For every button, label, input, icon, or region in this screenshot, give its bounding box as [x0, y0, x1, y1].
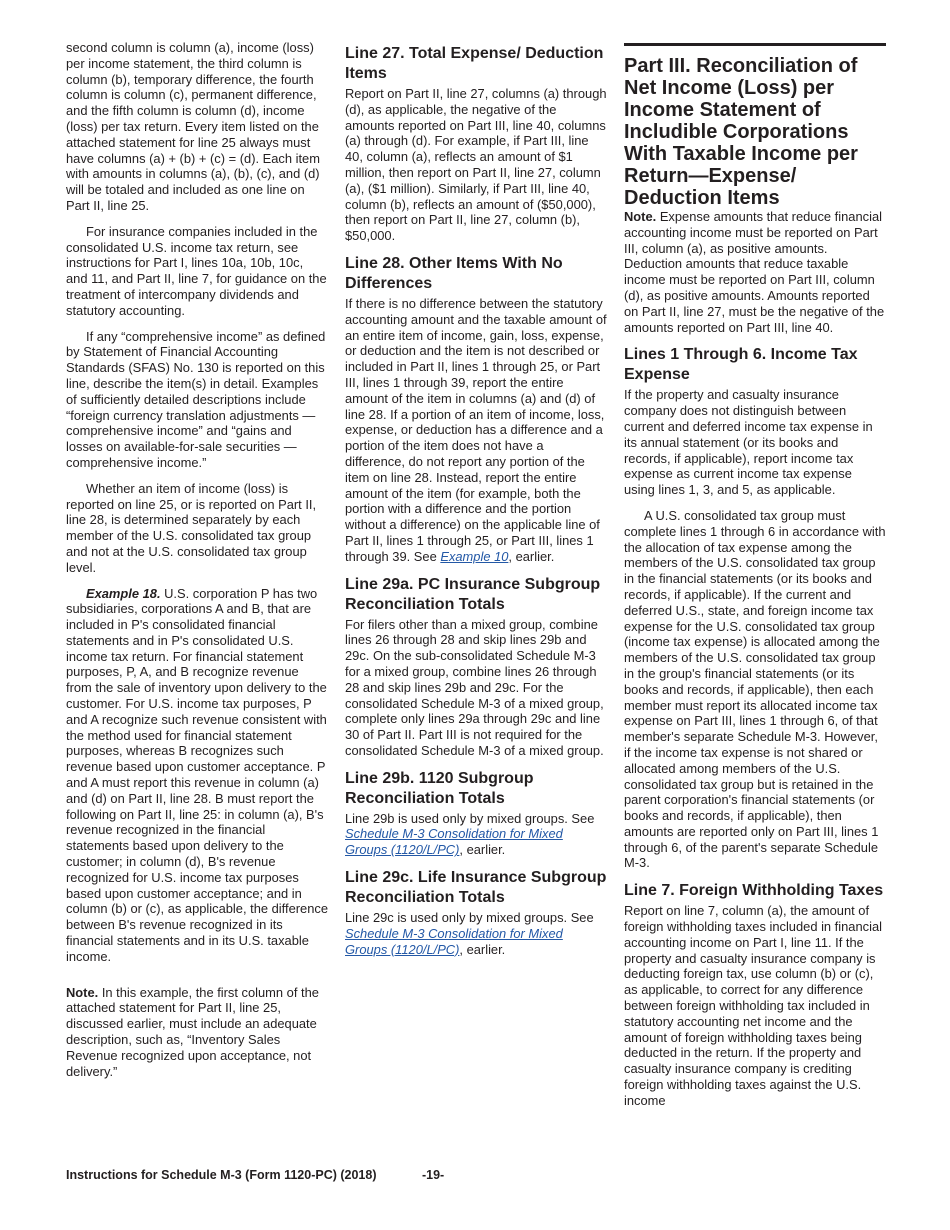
paragraph: For filers other than a mixed group, combine lines 26 through 28 and skip lines 29b and 29c. On the sub-consolidated Schedule M-3 for a mixed group, combine lines 26 through 28 and skip lines 29b and 29c. For the consolidated Schedule M-3 of a mixed group, complete only lines 29a through 29c and line 30 of Part II. Part III is not required for the consolidated Schedule M-3 of a mixed group. [345, 616, 604, 758]
heading-line-28: Line 28. Other Items With No Differences [345, 254, 563, 292]
part-iii-title: Part III. Reconciliation of Net Income (Loss) per Income Statement of Includible Corporations With Taxable Income per Return—Expense/ Deduction Items [624, 55, 858, 209]
heading-line-7: Line 7. Foreign Withholding Taxes [624, 882, 884, 900]
mixed-groups-link[interactable]: Schedule M-3 Consolidation for Mixed Groups (1120/L/PC) [345, 826, 563, 858]
page-number: -19- [421, 1168, 445, 1182]
paragraph: Report on line 7, column (a), the amount of foreign withholding taxes included in financial accounting income on Part I, line 11. If the property and casualty insurance company is deducting foreign tax, use column (b) or (c), as applicable, to correct for any difference between foreign withholding tax included in statutory accounting net income and the amount of foreign withholding taxes being deducted in the return. If the property and casualty insurance company is crediting foreign withholding taxes against the U.S. income [624, 903, 882, 1108]
note-lead: Note. [66, 984, 99, 1000]
paragraph-end: , earlier. [459, 842, 506, 858]
example-18 [66, 586, 328, 965]
heading-lines-1-6: Lines 1 Through 6. Income Tax Expense [624, 346, 858, 384]
paragraph: If any “comprehensive income” as defined by Statement of Financial Accounting Standards (SFAS) No. 130 is reported on this line, describe the item(s) in detail. Examples of sufficiently detailed descriptions include “foreign currency translation adjustments — comprehensive income” and “gains and losses on available-for-sale securities — comprehensive income.” [66, 328, 326, 470]
heading-line-29b: Line 29b. 1120 Subgroup Reconciliation Totals [345, 769, 534, 807]
paragraph: Whether an item of income (loss) is reported on line 25, or is reported on Part II, line 28, is determined separately by each member of the U.S. consolidated tax group and not at the U.S. consolidated tax group level. [66, 480, 317, 575]
column-2 [345, 40, 607, 967]
note-lead: Note. [624, 209, 657, 224]
paragraph: If the property and casualty insurance company does not distinguish between current and deferred income tax expense in its annual statement (or its books and records, if applicable), report income tax expense as current income tax expense using lines 1, 3, and 5, as applicable. [624, 387, 873, 498]
mixed-groups-link[interactable]: Schedule M-3 Consolidation for Mixed Groups (1120/L/PC) [345, 925, 563, 957]
paragraph-text: Line 29c is used only by mixed groups. See [345, 910, 594, 926]
note-text: In this example, the first column of the attached statement for Part II, line 25, discussed earlier, must include an adequate description, such as, “Inventory Sales Revenue recognized upon acceptance, not delivery.” [66, 984, 319, 1079]
heading-line-27: Line 27. Total Expense/ Deduction Items [345, 45, 604, 82]
note-text: Expense amounts that reduce financial accounting income must be reported on Part III, column (a), as positive amounts. Deduction amounts that reduce taxable income must be reported on Part III, column (d), as positive amounts. Amounts reported on Part II, line 27, must be the negative of the amounts reported on Part III, line 40. [624, 209, 885, 335]
paragraph-text: Line 29b is used only by mixed groups. See [345, 810, 595, 826]
heading-line-29a: Line 29a. PC Insurance Subgroup Reconciliation Totals [345, 575, 601, 613]
note [66, 985, 328, 1080]
paragraph-text: If there is no difference between the statutory accounting amount and the taxable amount of an entire item of income, gain, loss, expense, or deduction and the item is not described or included in Part II, lines 1 through 25, or Part III, lines 1 through 39, report the entire amount of the item in columns (a) and (d) of line 28. If a portion of an item of income, loss, expense, or deduction has a difference and a portion of the item does not have a difference, do not report any portion of the item on line 28. Instead, report the entire amount of the item (for example, both the portion with a difference and the portion without a difference) on the applicable line of Part II, lines 1 through 25, or Part III, lines 1 through 39. See [345, 295, 607, 564]
heading-line-29c: Line 29c. Life Insurance Subgroup Reconciliation Totals [345, 869, 607, 907]
page-footer [66, 1168, 444, 1182]
paragraph-end: , earlier. [508, 548, 555, 564]
footer-title: Instructions for Schedule M-3 (Form 1120-PC) (2018) [66, 1168, 377, 1182]
paragraph: A U.S. consolidated tax group must complete lines 1 through 6 in accordance with the allocation of tax expense among the members of the U.S. consolidated tax group in the financial statements (or its books and records, if applicable). If the current and deferred U.S., state, and foreign income tax expense for the U.S. consolidated tax group (income tax expense) is allocated among the members of the U.S. consolidated tax group in the group's financial statements (or its books and records, if applicable), then each member must report its allocated income tax expense on Part III, lines 1 through 6, of that member's separate Schedule M-3. However, if the income tax expense is not shared or allocated among members of the U.S. consolidated tax group but is retained in the parent corporation's financial statements (or books and records, if applicable), then amounts are reported only on Part III, lines 1 through 6, of the parent's separate Schedule M-3. [624, 507, 886, 871]
example-lead: Example 18. [86, 585, 161, 601]
note [624, 209, 886, 335]
column-3 [624, 40, 886, 1109]
paragraph: Report on Part II, line 27, columns (a) through (d), as applicable, the negative of the amounts reported on Part III, line 40, columns (a) through (d). For example, if Part III, line 40, column (a), reflects an amount of $1 million, then report on Part II, line 27, column (a), ($1 million). Similarly, if Part III, line 40, column (b), reflects an amount of ($50,000), then report on Part II, line 27, column (b), $50,000. [345, 86, 607, 244]
paragraph [345, 910, 607, 957]
example-10-link[interactable]: Example 10 [440, 548, 509, 564]
paragraph-end: , earlier. [459, 941, 506, 957]
paragraph [345, 811, 607, 858]
column-1 [66, 40, 328, 1089]
paragraph: For insurance companies included in the consolidated U.S. income tax return, see instructions for Part I, lines 10a, 10b, 10c, and 11, and Part II, line 7, for guidance on the treatment of intercompany dividends and statutory accounting. [66, 223, 327, 318]
part-iii-header [624, 43, 886, 209]
example-text: U.S. corporation P has two subsidiaries, corporations A and B, that are included in P's consolidated financial statements and in P's consolidated U.S. income tax return. For financial statement purposes, P, A, and B recognize revenue from the sale of inventory upon delivery to the customer. For U.S. income tax purposes, P and A recognize such revenue consistent with the method used for financial statement purposes, whereas B recognizes such revenue based upon customer acceptance. P and A must report this revenue in column (a) and (d) on Part II, line 28. B must report the following on Part II, line 25: in column (a), B's revenue recognized in the financial statements based upon delivery to the customer; in column (d), B's revenue recognized for U.S. income tax purposes based upon customer acceptance; and in column (b) or (c), as applicable, the difference between B's revenue recognized in its financial statements and in its U.S. taxable income. [66, 585, 328, 964]
paragraph: second column is column (a), income (loss) per income statement, the third column is column (b), temporary difference, the fourth column is column (c), permanent difference, and the fifth column is column (d), income (loss) per tax return. Every item listed on the attached statement for line 25 always must have columns (a) + (b) + (c) = (d). Each item with amounts in columns (a), (b), (c), and (d) will be totaled and included as one line on Part II, line 25. [66, 40, 320, 213]
paragraph [345, 296, 607, 565]
